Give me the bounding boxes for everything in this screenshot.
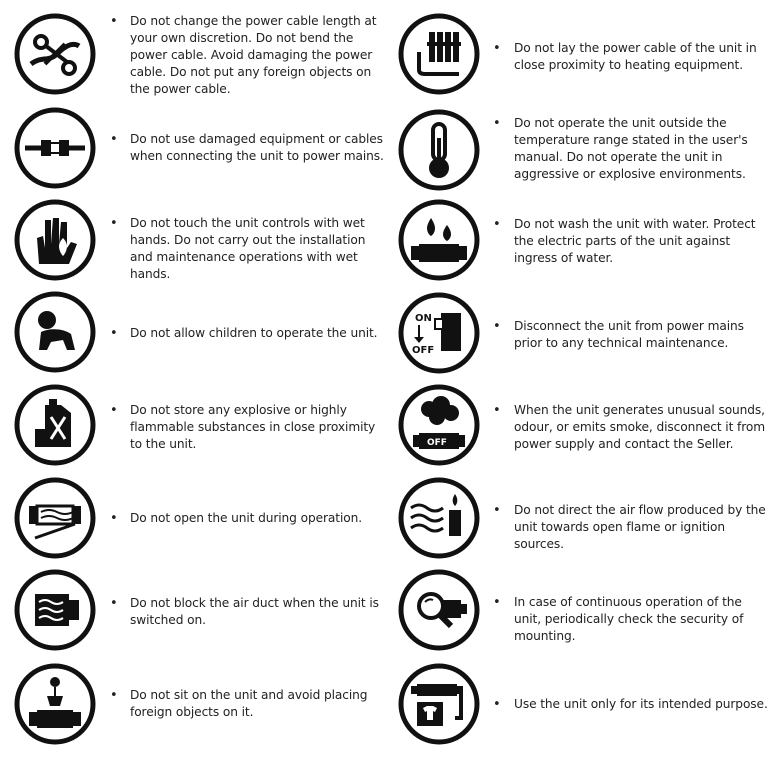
flame-airflow-icon bbox=[397, 476, 481, 560]
item-text: Do not use damaged equipment or cables when connecting the unit to power mains. bbox=[130, 132, 384, 163]
item-text: Do not store any explosive or highly flammable substances in close proximity to the unit. bbox=[130, 403, 376, 451]
bullet: • bbox=[110, 511, 118, 526]
bullet: • bbox=[110, 688, 118, 703]
power-switch-icon bbox=[397, 291, 481, 375]
bullet: • bbox=[110, 14, 118, 29]
bullet: • bbox=[110, 326, 118, 341]
item-text: Do not lay the power cable of the unit in close proximity to heating equipment. bbox=[514, 41, 757, 72]
blocked-duct-icon bbox=[13, 568, 97, 652]
fuel-canister-icon bbox=[13, 383, 97, 467]
bullet: • bbox=[493, 116, 501, 131]
item-text: Do not wash the unit with water. Protect the electric parts of the unit against ingress of water. bbox=[514, 217, 756, 265]
thermometer-icon bbox=[397, 108, 481, 192]
item-text: Use the unit only for its intended purpose. bbox=[514, 697, 768, 711]
item-text: Disconnect the unit from power mains prior to any technical maintenance. bbox=[514, 319, 744, 350]
item-text: Do not open the unit during operation. bbox=[130, 511, 362, 525]
item-text: Do not sit on the unit and avoid placing foreign objects on it. bbox=[130, 688, 368, 719]
item-text: In case of continuous operation of the unit, periodically check the security of mounting. bbox=[514, 595, 744, 643]
bullet: • bbox=[493, 217, 501, 232]
water-drops-icon bbox=[397, 198, 481, 282]
item-text: Do not allow children to operate the unit. bbox=[130, 326, 378, 340]
off-label: OFF bbox=[412, 345, 435, 356]
item-text: Do not block the air duct when the unit is switched on. bbox=[130, 596, 379, 627]
on-label: ON bbox=[415, 313, 432, 324]
bullet: • bbox=[493, 403, 501, 418]
bullet: • bbox=[110, 216, 118, 231]
item-text: Do not operate the unit outside the temperature range stated in the user's manual. Do not operate the unit in aggressive or explosive environments. bbox=[514, 116, 748, 181]
bullet: • bbox=[493, 595, 501, 610]
open-unit-icon bbox=[13, 476, 97, 560]
item-text: Do not touch the unit controls with wet hands. Do not carry out the installation and maintenance operations with wet hands. bbox=[130, 216, 366, 281]
bullet: • bbox=[493, 503, 501, 518]
magnifier-inspection-icon bbox=[397, 568, 481, 652]
bullet: • bbox=[110, 596, 118, 611]
smoke-icon bbox=[397, 383, 481, 467]
bullet: • bbox=[493, 697, 501, 712]
item-text: Do not direct the air flow produced by the unit towards open flame or ignition sources. bbox=[514, 503, 766, 551]
flowerpot-on-unit-icon bbox=[13, 662, 97, 746]
bullet: • bbox=[493, 41, 501, 56]
bullet: • bbox=[110, 132, 118, 147]
bullet: • bbox=[110, 403, 118, 418]
damaged-cable-icon bbox=[13, 106, 97, 190]
item-text: Do not change the power cable length at your own discretion. Do not bend the power cable. Avoid damaging the power cable. Do not put any foreign objects on the power cable. bbox=[130, 14, 377, 96]
crawling-child-icon bbox=[13, 290, 97, 374]
off-label: OFF bbox=[427, 438, 447, 448]
radiator-cable-icon bbox=[397, 12, 481, 96]
bullet: • bbox=[493, 319, 501, 334]
item-text: When the unit generates unusual sounds, odour, or emits smoke, disconnect it from power supply and contact the Seller. bbox=[514, 403, 766, 451]
scissors-cable-icon bbox=[13, 12, 97, 96]
intended-use-icon bbox=[397, 662, 481, 746]
wet-hand-icon bbox=[13, 198, 97, 282]
